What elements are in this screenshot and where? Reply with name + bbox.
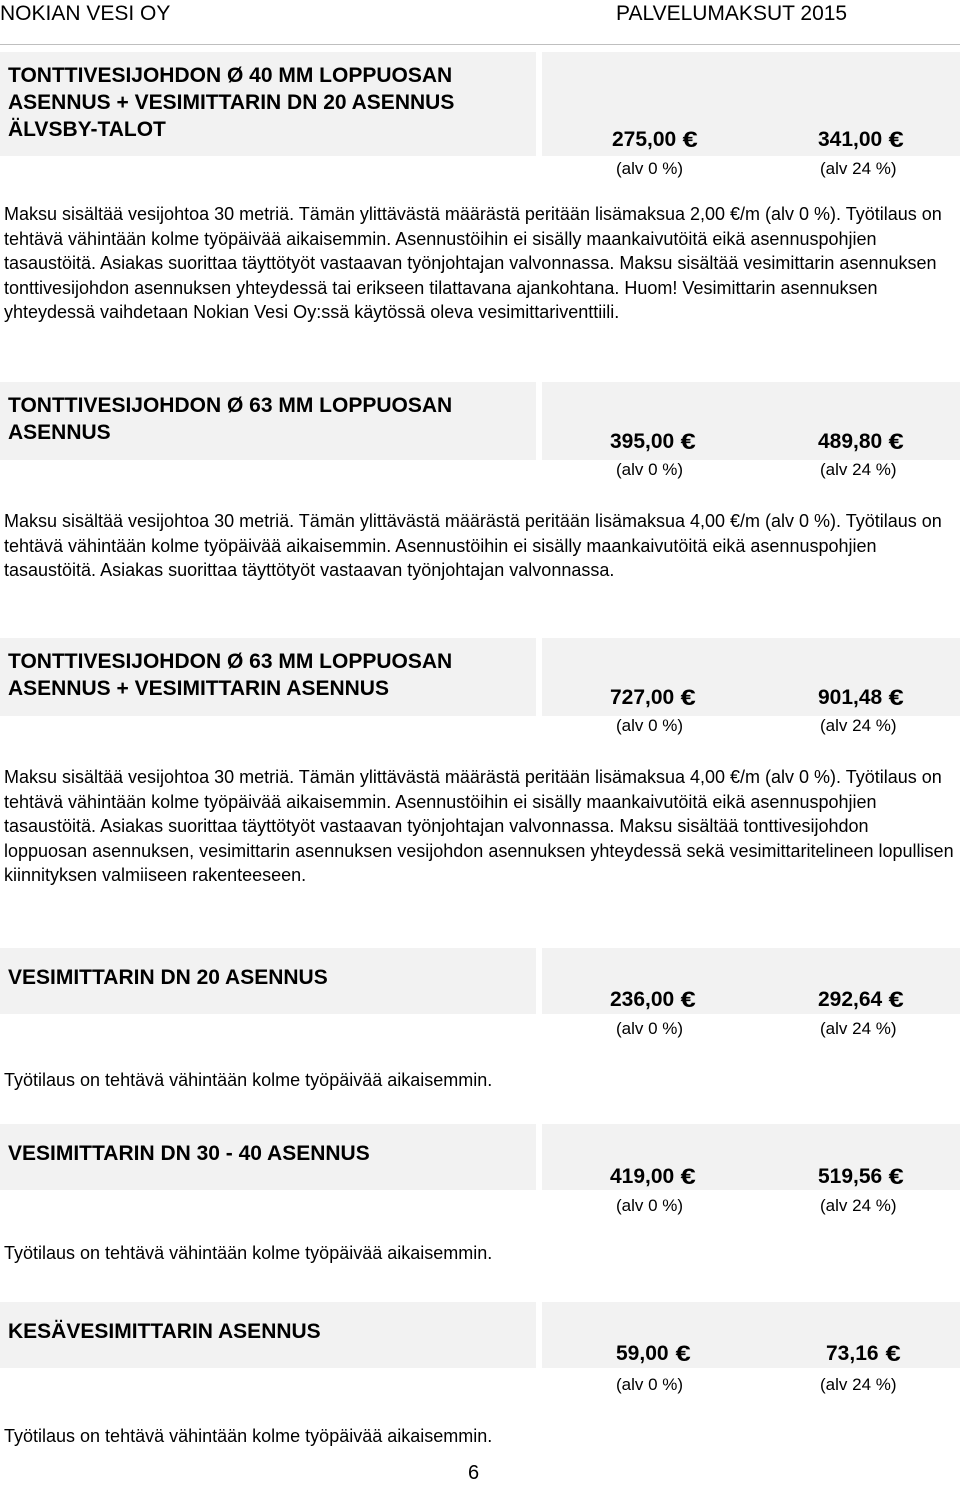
vat-net-label: (alv 0 %) [616, 159, 684, 178]
price-gross: 292,64 € [818, 987, 905, 1012]
vat-gross-label: (alv 24 %) [820, 159, 897, 178]
service-description: Maksu sisältää vesijohtoa 30 metriä. Tämän ylittävästä määrästä peritään lisämaksua 4,00 €/m (alv 0 %). Työtilaus on tehtävä vähintään kolme työpäivää aikaisemmin. Asennustöihin ei sisälly maankaivutöitä eikä asennuspohjien tasaustöitä. Asiakas suorittaa täyttötyöt vastaavan työnjohtajan valvonnassa. Maksu sisältää tonttivesijohdon loppuosan asennuksen, vesimittarin asennuksen vesijohdon asennuksen yhteydessä sekä vesimittaritelineen lopullisen kiinnityksen valmiiseen rakenteeseen. [4, 767, 954, 886]
euro-icon: € [888, 987, 905, 1012]
vat-gross-label: (alv 24 %) [820, 460, 897, 479]
euro-icon: € [888, 685, 905, 710]
price-net: 395,00 € [610, 429, 697, 454]
price-net: 236,00 € [610, 987, 697, 1012]
price-gross: 73,16 € [826, 1341, 901, 1366]
company-name: NOKIAN VESI OY [0, 2, 171, 25]
service-title: KESÄVESIMITTARIN ASENNUS [8, 1320, 321, 1343]
price-gross: 489,80 € [818, 429, 905, 454]
vat-net-label: (alv 0 %) [616, 716, 684, 735]
euro-icon: € [680, 987, 697, 1012]
service-title: TONTTIVESIJOHDON Ø 40 MM LOPPUOSAN ASENNUS + VESIMITTARIN DN 20 ASENNUS ÄLVSBY-TALOT [8, 64, 455, 141]
euro-icon: € [680, 1164, 697, 1189]
euro-icon: € [888, 429, 905, 454]
price-net: 727,00 € [610, 685, 697, 710]
price-net: 419,00 € [610, 1164, 697, 1189]
page-number: 6 [468, 1462, 480, 1484]
euro-icon: € [680, 429, 697, 454]
euro-icon: € [675, 1341, 691, 1366]
service-title: VESIMITTARIN DN 30 - 40 ASENNUS [8, 1142, 370, 1165]
service-description: Työtilaus on tehtävä vähintään kolme työpäivää aikaisemmin. [4, 1070, 493, 1090]
service-title: TONTTIVESIJOHDON Ø 63 MM LOPPUOSAN ASENNUS [8, 394, 453, 444]
vat-gross-label: (alv 24 %) [820, 1375, 897, 1394]
vat-net-label: (alv 0 %) [616, 1375, 684, 1394]
service-description: Työtilaus on tehtävä vähintään kolme työpäivää aikaisemmin. [4, 1426, 493, 1446]
service-description: Maksu sisältää vesijohtoa 30 metriä. Tämän ylittävästä määrästä peritään lisämaksua 4,00 €/m (alv 0 %). Työtilaus on tehtävä vähintään kolme työpäivää aikaisemmin. Asennustöihin ei sisälly maankaivutöitä eikä asennuspohjien tasaustöitä. Asiakas suorittaa täyttötyöt vastaavan työnjohtajan valvonnassa. [4, 511, 942, 581]
euro-icon: € [888, 1164, 905, 1189]
vat-gross-label: (alv 24 %) [820, 1019, 897, 1038]
euro-icon: € [680, 685, 697, 710]
vat-gross-label: (alv 24 %) [820, 716, 897, 735]
euro-icon: € [885, 1341, 901, 1366]
vat-net-label: (alv 0 %) [616, 460, 684, 479]
vat-net-label: (alv 0 %) [616, 1196, 684, 1215]
price-gross: 519,56 € [818, 1164, 905, 1189]
page-header [0, 0, 960, 45]
price-gross: 901,48 € [818, 685, 905, 710]
service-description: Maksu sisältää vesijohtoa 30 metriä. Tämän ylittävästä määrästä peritään lisämaksua 2,00 €/m (alv 0 %). Työtilaus on tehtävä vähintään kolme työpäivää aikaisemmin. Asennustöihin ei sisälly maankaivutöitä eikä asennuspohjien tasaustöitä. Asiakas suorittaa täyttötyöt vastaavan työnjohtajan valvonnassa. Maksu sisältää vesimittarin asennuksen tonttivesijohdon asennuksen yhteydessä tai erikseen tilattavana ajankohtana. Huom! Vesimittarin asennuksen yhteydessä vaihdetaan Nokian Vesi Oy:ssä käytössä oleva vesimittariventtiili. [4, 204, 942, 323]
euro-icon: € [888, 127, 905, 152]
price-gross: 341,00 € [818, 127, 905, 152]
price-net: 275,00 € [612, 127, 699, 152]
service-description: Työtilaus on tehtävä vähintään kolme työpäivää aikaisemmin. [4, 1243, 493, 1263]
vat-gross-label: (alv 24 %) [820, 1196, 897, 1215]
service-title: VESIMITTARIN DN 20 ASENNUS [8, 966, 328, 989]
document-title: PALVELUMAKSUT 2015 [616, 2, 848, 25]
euro-icon: € [682, 127, 699, 152]
vat-net-label: (alv 0 %) [616, 1019, 684, 1038]
service-title: TONTTIVESIJOHDON Ø 63 MM LOPPUOSAN ASENNUS + VESIMITTARIN ASENNUS [8, 650, 453, 700]
price-net: 59,00 € [616, 1341, 691, 1366]
